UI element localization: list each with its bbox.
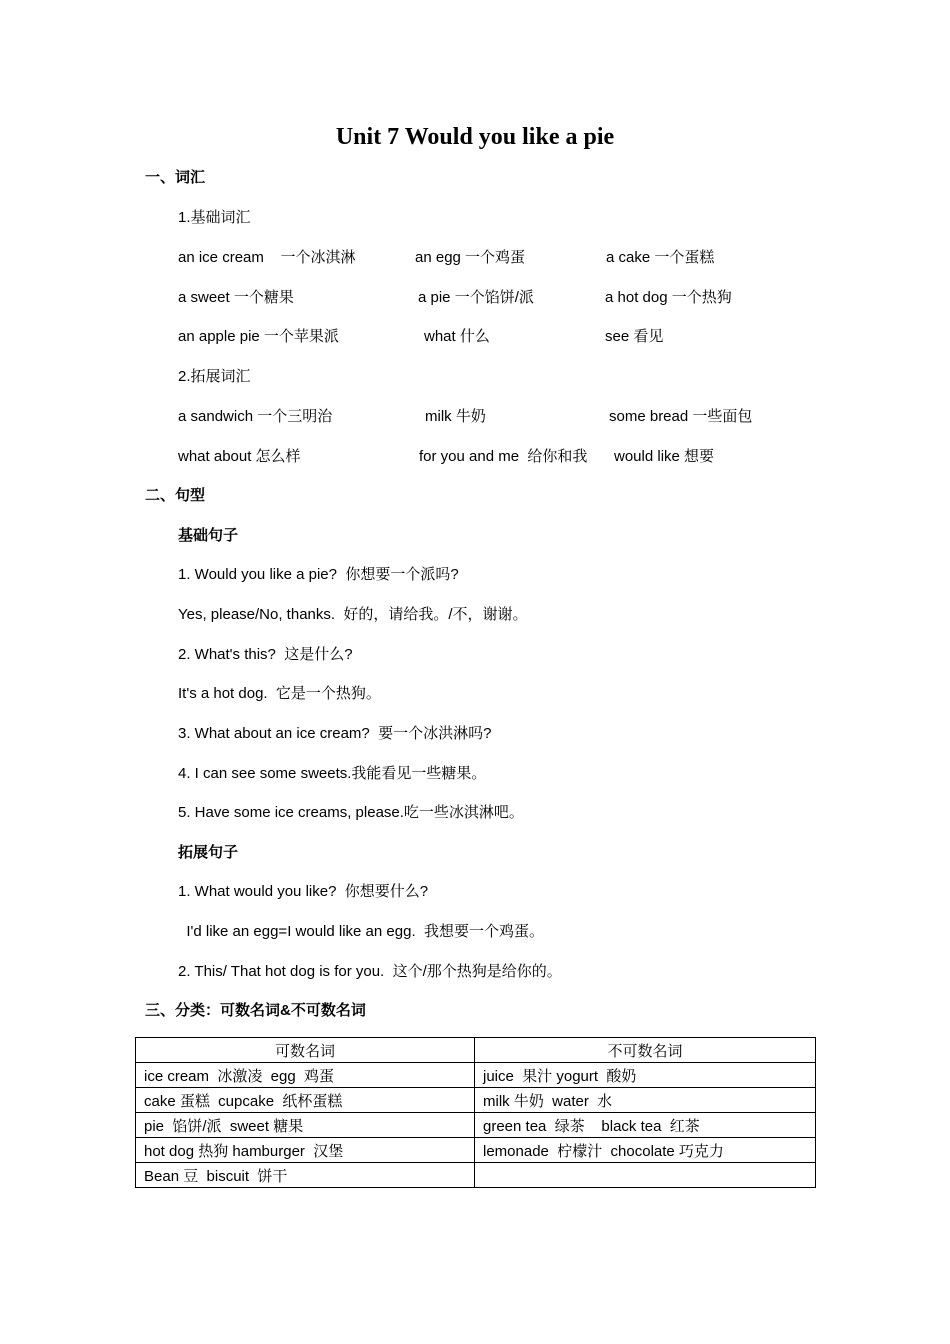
vocab-item: would like 想要 [614, 448, 715, 465]
table-row [136, 1088, 816, 1113]
subheading-ext-vocab: 2.拓展词汇 [178, 368, 251, 385]
countable-cell: pie 馅饼/派 sweet 糖果 [136, 1113, 475, 1138]
sentence-line: 5. Have some ice creams, please.吃一些冰淇淋吧。 [178, 804, 524, 821]
vocab-item: a cake 一个蛋糕 [606, 249, 715, 266]
vocab-item: see 看见 [605, 328, 664, 345]
table-header-row [136, 1038, 816, 1063]
sentence-line: 1. What would you like? 你想要什么? [178, 883, 429, 900]
countable-cell: ice cream 冰激凌 egg 鸡蛋 [136, 1063, 475, 1088]
table-row [136, 1138, 816, 1163]
sentence-line: 1. Would you like a pie? 你想要一个派吗? [178, 566, 459, 583]
vocab-item: a sweet 一个糖果 [178, 289, 294, 306]
sentence-line: 2. What's this? 这是什么? [178, 646, 353, 663]
sentence-line: 4. I can see some sweets.我能看见一些糖果。 [178, 765, 487, 782]
header-uncountable: 不可数名词 [475, 1038, 816, 1063]
header-countable: 可数名词 [136, 1038, 475, 1063]
uncountable-cell: lemonade 柠檬汁 chocolate 巧克力 [475, 1138, 816, 1163]
section-heading-sentences: 二、句型 [145, 487, 206, 504]
vocab-item: an egg 一个鸡蛋 [415, 249, 526, 266]
uncountable-cell: milk 牛奶 water 水 [475, 1088, 816, 1113]
vocab-item: a hot dog 一个热狗 [605, 289, 732, 306]
sentence-line: I'd like an egg=I would like an egg. 我想要一个鸡蛋。 [178, 923, 544, 940]
noun-classification-table [135, 1037, 816, 1188]
countable-cell: cake 蛋糕 cupcake 纸杯蛋糕 [136, 1088, 475, 1113]
subheading-basic-vocab: 1.基础词汇 [178, 209, 251, 226]
vocab-item: for you and me 给你和我 [419, 448, 588, 465]
section-heading-classify: 三、分类：可数名词&不可数名词 [145, 1002, 366, 1019]
table-row [136, 1063, 816, 1088]
sentence-line: 3. What about an ice cream? 要一个冰洪淋吗? [178, 725, 492, 742]
vocab-item: a sandwich 一个三明治 [178, 408, 333, 425]
vocab-item: an apple pie 一个苹果派 [178, 328, 339, 345]
subheading-ext-sentences: 拓展句子 [178, 844, 239, 861]
uncountable-cell [475, 1163, 816, 1188]
table-row [136, 1163, 816, 1188]
uncountable-cell: juice 果汁 yogurt 酸奶 [475, 1063, 816, 1088]
vocab-item: what 什么 [424, 328, 490, 345]
uncountable-cell: green tea 绿茶 black tea 红茶 [475, 1113, 816, 1138]
sentence-line: It's a hot dog. 它是一个热狗。 [178, 685, 381, 702]
countable-cell: hot dog 热狗 hamburger 汉堡 [136, 1138, 475, 1163]
vocab-item: milk 牛奶 [425, 408, 486, 425]
vocab-item: what about 怎么样 [178, 448, 301, 465]
vocab-item: some bread 一些面包 [609, 408, 753, 425]
sentence-line: Yes, please/No, thanks. 好的，请给我。/不，谢谢。 [178, 606, 528, 623]
subheading-basic-sentences: 基础句子 [178, 527, 239, 544]
sentence-line: 2. This/ That hot dog is for you. 这个/那个热狗是给你的。 [178, 963, 562, 980]
table-row [136, 1113, 816, 1138]
section-heading-vocab: 一、词汇 [145, 169, 206, 186]
vocab-item: a pie 一个馅饼/派 [418, 289, 534, 306]
page-title: Unit 7 Would you like a pie [335, 124, 615, 150]
countable-cell: Bean 豆 biscuit 饼干 [136, 1163, 475, 1188]
vocab-item: an ice cream 一个冰淇淋 [178, 249, 356, 266]
